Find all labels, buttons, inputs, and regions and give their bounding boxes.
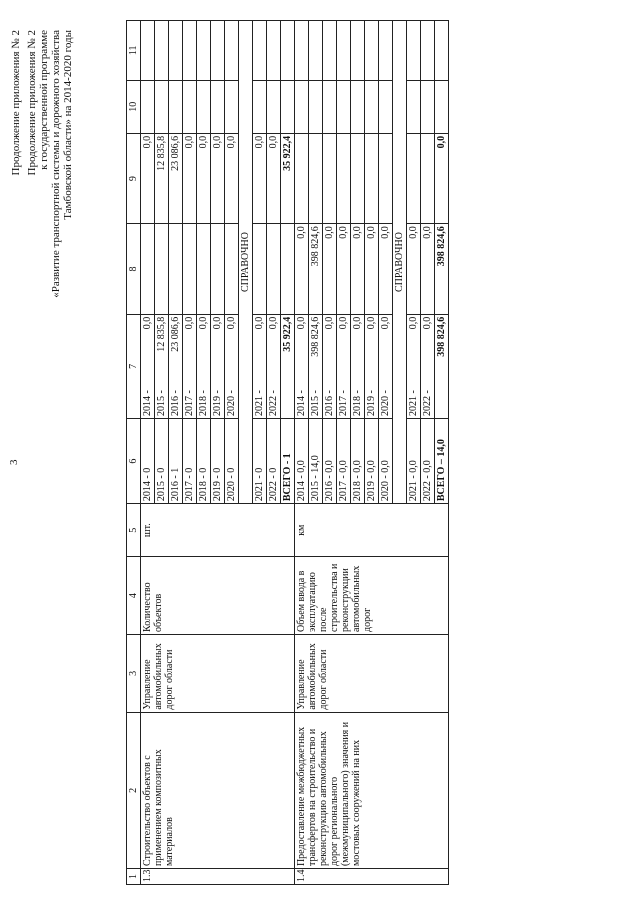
column-number: 4	[127, 557, 141, 635]
funding-federal: 0,0	[365, 224, 379, 314]
funding-local	[351, 80, 365, 133]
funding-year: 2020 -	[380, 390, 391, 416]
funding-federal	[155, 224, 169, 314]
year-funding	[407, 314, 421, 418]
funding-year: 2016 -	[170, 390, 181, 416]
funding-year: 2022 -	[422, 390, 433, 416]
year-indicator: 2016 - 1	[169, 419, 183, 504]
funding-other	[351, 21, 365, 81]
column-number: 3	[127, 634, 141, 712]
funding-value: 0,0	[184, 316, 195, 330]
total-regional: 35 922,4	[281, 133, 295, 223]
total-federal: 398 824,6	[435, 224, 449, 314]
item-name: Предоставление межбюджетных трансфертов на строительство и реконструкцию автомобильных дорог регионального (межмуниципального) значения и мостовых сооружений на них	[295, 712, 449, 868]
total-local	[281, 80, 295, 133]
funding-value: 0,0	[338, 316, 349, 330]
year-funding	[323, 314, 337, 418]
funding-regional: 0,0	[253, 133, 267, 223]
funding-regional: 0,0	[197, 133, 211, 223]
funding-year: 2022 -	[268, 390, 279, 416]
funding-regional: 0,0	[211, 133, 225, 223]
funding-regional	[309, 133, 323, 223]
total-other	[435, 21, 449, 81]
funding-value: 0,0	[380, 316, 391, 330]
funding-year: 2020 -	[226, 390, 237, 416]
funding-other	[267, 21, 281, 81]
column-number: 2	[127, 712, 141, 868]
header-line: «Развитие транспортной системы и дорожного хозяйства	[50, 30, 62, 298]
funding-regional: 0,0	[141, 133, 155, 223]
funding-year: 2015 -	[310, 390, 321, 416]
year-indicator: 2015 - 0	[155, 419, 169, 504]
column-number: 10	[127, 80, 141, 133]
item-indicator: Объем ввода в эксплуатацию после строительства и реконструкции автомобильных дорог	[295, 557, 449, 635]
funding-other	[141, 21, 155, 81]
year-funding	[225, 314, 239, 418]
column-number-row	[127, 21, 141, 885]
funding-local	[253, 80, 267, 133]
funding-value: 0,0	[408, 316, 419, 330]
year-funding	[337, 314, 351, 418]
year-indicator: 2019 - 0	[211, 419, 225, 504]
year-indicator: 2017 - 0	[183, 419, 197, 504]
funding-value: 23 086,6	[170, 316, 181, 352]
year-indicator: 2022 - 0,0	[421, 419, 435, 504]
reference-label: СПРАВОЧНО	[239, 21, 253, 504]
funding-other	[155, 21, 169, 81]
funding-value: 0,0	[324, 316, 335, 330]
year-indicator: 2020 - 0	[225, 419, 239, 504]
total-local	[435, 80, 449, 133]
funding-year: 2019 -	[212, 390, 223, 416]
item-number: 1.4	[295, 869, 449, 885]
reference-label: СПРАВОЧНО	[393, 21, 407, 504]
funding-regional: 0,0	[225, 133, 239, 223]
funding-local	[169, 80, 183, 133]
year-indicator: 2014 - 0	[141, 419, 155, 504]
funding-year: 2016 -	[324, 390, 335, 416]
funding-federal	[183, 224, 197, 314]
funding-value: 0,0	[142, 316, 153, 330]
page-number: 3	[8, 459, 20, 465]
funding-local	[407, 80, 421, 133]
funding-local	[197, 80, 211, 133]
funding-federal	[253, 224, 267, 314]
funding-regional: 23 086,6	[169, 133, 183, 223]
funding-value: 0,0	[226, 316, 237, 330]
total-funding: 398 824,6	[435, 314, 449, 418]
document-header	[26, 30, 74, 550]
funding-local	[211, 80, 225, 133]
year-funding	[295, 314, 309, 418]
funding-federal: 398 824,6	[309, 224, 323, 314]
funding-local	[309, 80, 323, 133]
funding-federal	[197, 224, 211, 314]
funding-regional: 0,0	[183, 133, 197, 223]
year-indicator: 2019 - 0,0	[365, 419, 379, 504]
funding-value: 0,0	[422, 316, 433, 330]
funding-local	[155, 80, 169, 133]
funding-year: 2017 -	[184, 390, 195, 416]
header-line: к государственной программе	[38, 30, 50, 170]
year-indicator: 2016 - 0,0	[323, 419, 337, 504]
item-name: Строительство объектов с применением композитных материалов	[141, 712, 295, 868]
funding-year: 2019 -	[366, 390, 377, 416]
year-funding	[183, 314, 197, 418]
funding-federal: 0,0	[337, 224, 351, 314]
funding-federal	[141, 224, 155, 314]
year-funding	[155, 314, 169, 418]
year-indicator: 2021 - 0	[253, 419, 267, 504]
funding-year: 2021 -	[254, 390, 265, 416]
funding-year: 2015 -	[156, 390, 167, 416]
column-number: 6	[127, 419, 141, 504]
funding-federal	[169, 224, 183, 314]
funding-value: 12 835,8	[156, 316, 167, 352]
funding-regional	[323, 133, 337, 223]
funding-regional	[379, 133, 393, 223]
funding-federal: 0,0	[379, 224, 393, 314]
funding-value: 0,0	[366, 316, 377, 330]
funding-other	[421, 21, 435, 81]
funding-federal: 0,0	[421, 224, 435, 314]
column-number: 8	[127, 224, 141, 314]
funding-regional	[421, 133, 435, 223]
year-funding	[267, 314, 281, 418]
funding-value: 0,0	[254, 316, 265, 330]
funding-other	[407, 21, 421, 81]
year-funding	[211, 314, 225, 418]
item-indicator: Количество объектов	[141, 557, 295, 635]
year-indicator: 2022 - 0	[267, 419, 281, 504]
funding-local	[379, 80, 393, 133]
funding-federal: 0,0	[351, 224, 365, 314]
item-number: 1.3	[141, 869, 295, 885]
year-indicator: 2014 - 0,0	[295, 419, 309, 504]
year-indicator: 2017 - 0,0	[337, 419, 351, 504]
total-regional: 0,0	[435, 133, 449, 223]
total-other	[281, 21, 295, 81]
funding-local	[337, 80, 351, 133]
funding-year: 2018 -	[352, 390, 363, 416]
funding-regional	[337, 133, 351, 223]
funding-other	[309, 21, 323, 81]
funding-local	[141, 80, 155, 133]
funding-local	[295, 80, 309, 133]
year-funding	[309, 314, 323, 418]
funding-other	[211, 21, 225, 81]
funding-value: 0,0	[198, 316, 209, 330]
funding-federal: 0,0	[407, 224, 421, 314]
continuation-note: Продолжение приложения № 2	[10, 30, 22, 176]
funding-other	[337, 21, 351, 81]
table-row	[295, 21, 309, 885]
funding-local	[183, 80, 197, 133]
funding-year: 2017 -	[338, 390, 349, 416]
year-funding	[141, 314, 155, 418]
year-indicator: 2020 - 0,0	[379, 419, 393, 504]
funding-value: 0,0	[212, 316, 223, 330]
funding-value: 398 824,6	[310, 316, 321, 357]
year-funding	[197, 314, 211, 418]
total-indicator: ВСЕГО – 14,0	[435, 419, 449, 504]
funding-local	[225, 80, 239, 133]
funding-local	[323, 80, 337, 133]
column-number: 5	[127, 504, 141, 557]
funding-year: 2014 -	[142, 390, 153, 416]
funding-other	[295, 21, 309, 81]
funding-regional	[407, 133, 421, 223]
funding-regional	[351, 133, 365, 223]
funding-local	[421, 80, 435, 133]
column-number: 7	[127, 314, 141, 418]
funding-other	[183, 21, 197, 81]
funding-regional	[295, 133, 309, 223]
table-row	[141, 21, 155, 885]
funding-other	[365, 21, 379, 81]
funding-value: 0,0	[352, 316, 363, 330]
year-indicator: 2021 - 0,0	[407, 419, 421, 504]
funding-value: 0,0	[296, 316, 307, 330]
funding-year: 2014 -	[296, 390, 307, 416]
total-federal	[281, 224, 295, 314]
total-funding: 35 922,4	[281, 314, 295, 418]
total-indicator: ВСЕГО - 1	[281, 419, 295, 504]
header-line: Тамбовской области» на 2014-2020 годы	[62, 30, 74, 220]
year-funding	[365, 314, 379, 418]
item-unit: км	[295, 504, 449, 557]
funding-regional: 0,0	[267, 133, 281, 223]
funding-federal	[211, 224, 225, 314]
item-executor: Управление автомобильных дорог области	[141, 634, 295, 712]
funding-federal	[225, 224, 239, 314]
year-indicator: 2018 - 0	[197, 419, 211, 504]
year-funding	[253, 314, 267, 418]
header-line: Продолжение приложения № 2	[26, 30, 38, 176]
year-funding	[421, 314, 435, 418]
item-unit: шт.	[141, 504, 295, 557]
funding-federal: 0,0	[295, 224, 309, 314]
funding-regional	[365, 133, 379, 223]
column-number: 1	[127, 869, 141, 885]
funding-local	[267, 80, 281, 133]
program-table	[126, 20, 449, 885]
funding-year: 2018 -	[198, 390, 209, 416]
funding-other	[253, 21, 267, 81]
year-funding	[379, 314, 393, 418]
funding-federal: 0,0	[323, 224, 337, 314]
funding-other	[225, 21, 239, 81]
funding-other	[169, 21, 183, 81]
funding-federal	[267, 224, 281, 314]
year-funding	[351, 314, 365, 418]
funding-other	[379, 21, 393, 81]
year-indicator: 2015 - 14,0	[309, 419, 323, 504]
funding-year: 2021 -	[408, 390, 419, 416]
column-number: 11	[127, 21, 141, 81]
funding-local	[365, 80, 379, 133]
funding-other	[323, 21, 337, 81]
funding-other	[197, 21, 211, 81]
funding-value: 0,0	[268, 316, 279, 330]
year-indicator: 2018 - 0,0	[351, 419, 365, 504]
column-number: 9	[127, 133, 141, 223]
item-executor: Управление автомобильных дорог области	[295, 634, 449, 712]
year-funding	[169, 314, 183, 418]
funding-regional: 12 835,8	[155, 133, 169, 223]
